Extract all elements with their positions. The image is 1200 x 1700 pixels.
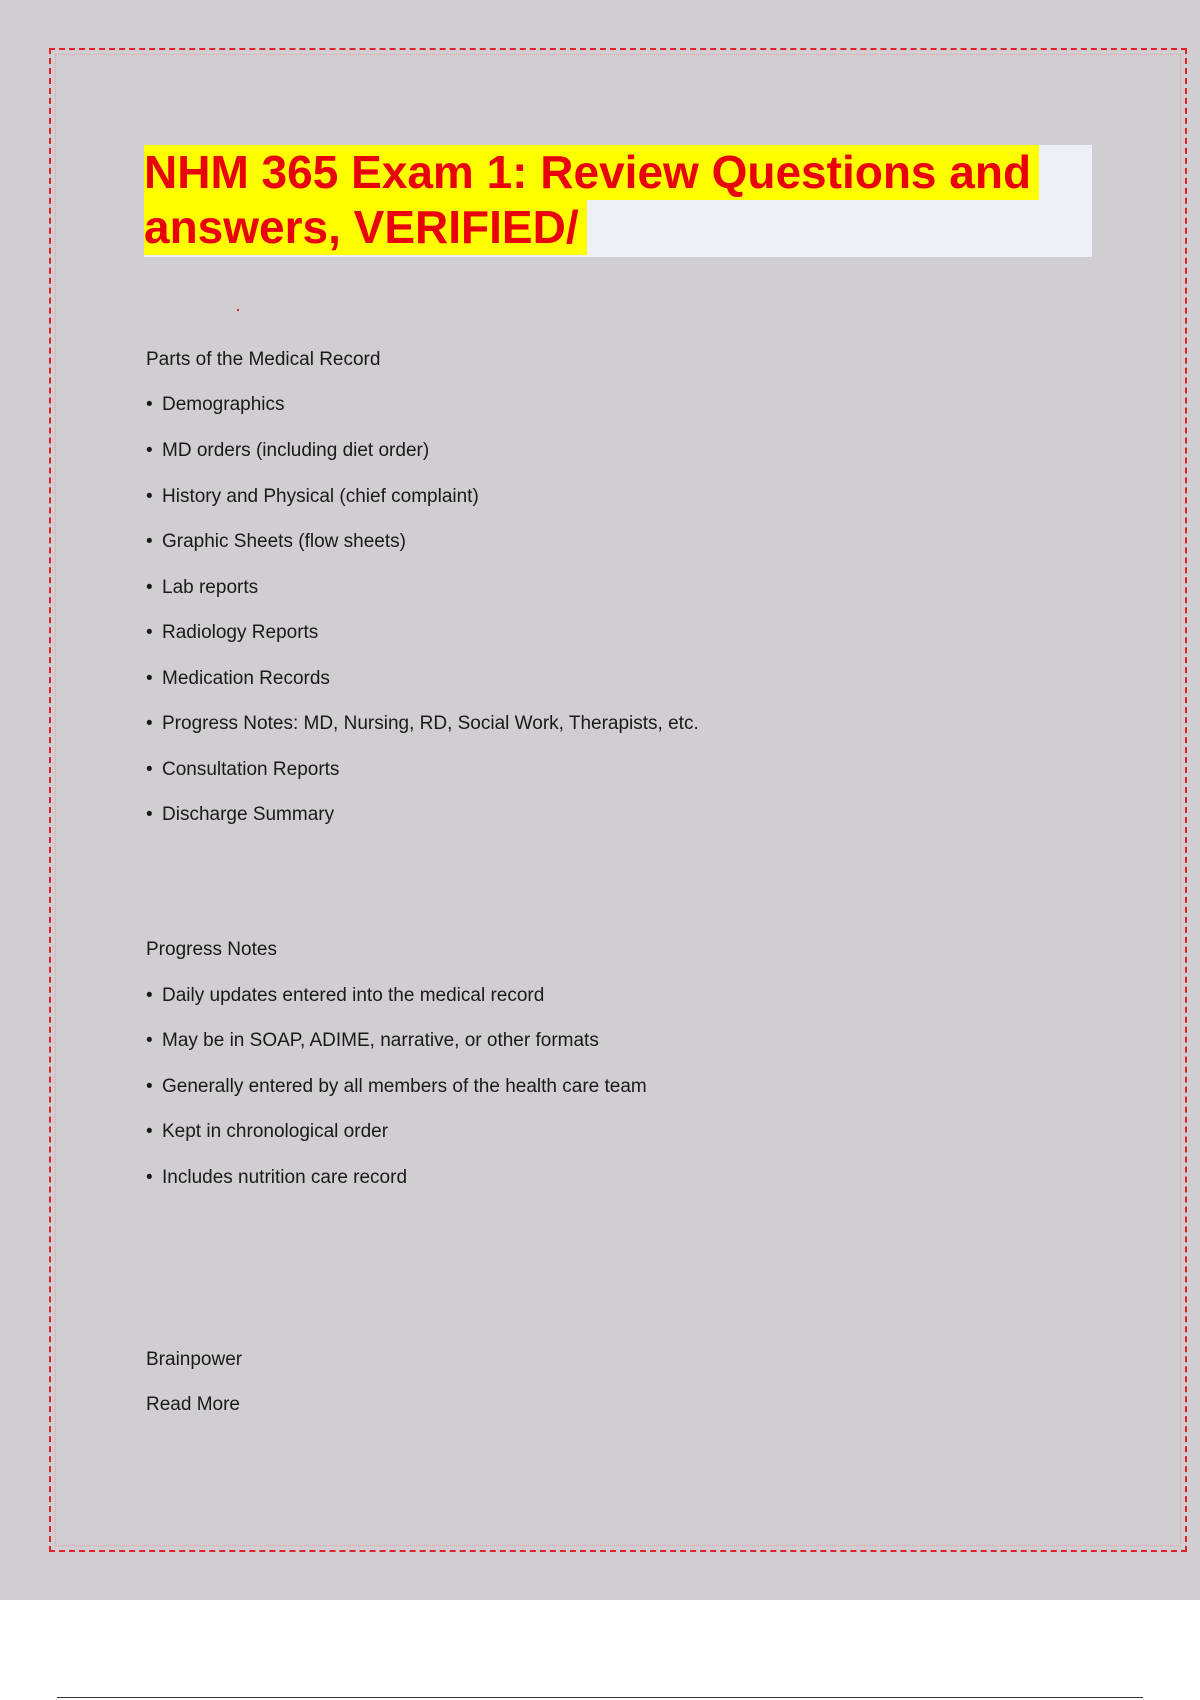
list-item: • Radiology Reports — [146, 622, 319, 643]
list-item: • Progress Notes: MD, Nursing, RD, Social Work, Therapists, etc. — [146, 713, 699, 734]
document-title — [144, 145, 1092, 255]
bullet-icon: • — [146, 759, 153, 780]
list-item: • Generally entered by all members of the health care team — [146, 1076, 647, 1097]
title-line-2: answers, VERIFIED/ — [144, 200, 587, 255]
page-border-frame — [49, 48, 1187, 1552]
bullet-icon: • — [146, 577, 153, 598]
bullet-icon: • — [146, 622, 153, 643]
list-item: • History and Physical (chief complaint) — [146, 486, 479, 507]
bullet-icon: • — [146, 531, 153, 552]
bullet-icon: • — [146, 985, 153, 1006]
page-divider — [57, 1697, 1143, 1698]
brainpower-label: Brainpower — [146, 1349, 243, 1370]
title-block — [144, 145, 1092, 257]
bullet-icon: • — [146, 440, 153, 461]
list-item: • Medication Records — [146, 668, 330, 689]
list-item: • MD orders (including diet order) — [146, 440, 430, 461]
section-heading-progress-notes: Progress Notes — [146, 939, 277, 960]
list-item: • Includes nutrition care record — [146, 1167, 408, 1188]
bullet-icon: • — [146, 713, 153, 734]
bullet-icon: • — [146, 1167, 153, 1188]
bullet-icon: • — [146, 1076, 153, 1097]
title-line-1: NHM 365 Exam 1: Review Questions and — [144, 145, 1039, 200]
list-item: • Kept in chronological order — [146, 1121, 389, 1142]
list-item: • Lab reports — [146, 577, 259, 598]
read-more-link[interactable]: Read More — [146, 1394, 240, 1415]
bullet-icon: • — [146, 1030, 153, 1051]
bullet-icon: • — [146, 394, 153, 415]
bullet-icon: • — [146, 1121, 153, 1142]
bullet-icon: • — [146, 486, 153, 507]
bullet-icon: • — [146, 668, 153, 689]
bullet-icon: • — [146, 804, 153, 825]
section-heading-medical-record: Parts of the Medical Record — [146, 349, 381, 370]
list-item: • Daily updates entered into the medical record — [146, 985, 545, 1006]
list-item: • Graphic Sheets (flow sheets) — [146, 531, 406, 552]
list-item: • May be in SOAP, ADIME, narrative, or other formats — [146, 1030, 599, 1051]
stray-dot — [237, 309, 239, 311]
list-item: • Consultation Reports — [146, 759, 340, 780]
list-item: • Discharge Summary — [146, 804, 335, 825]
list-item: • Demographics — [146, 394, 285, 415]
